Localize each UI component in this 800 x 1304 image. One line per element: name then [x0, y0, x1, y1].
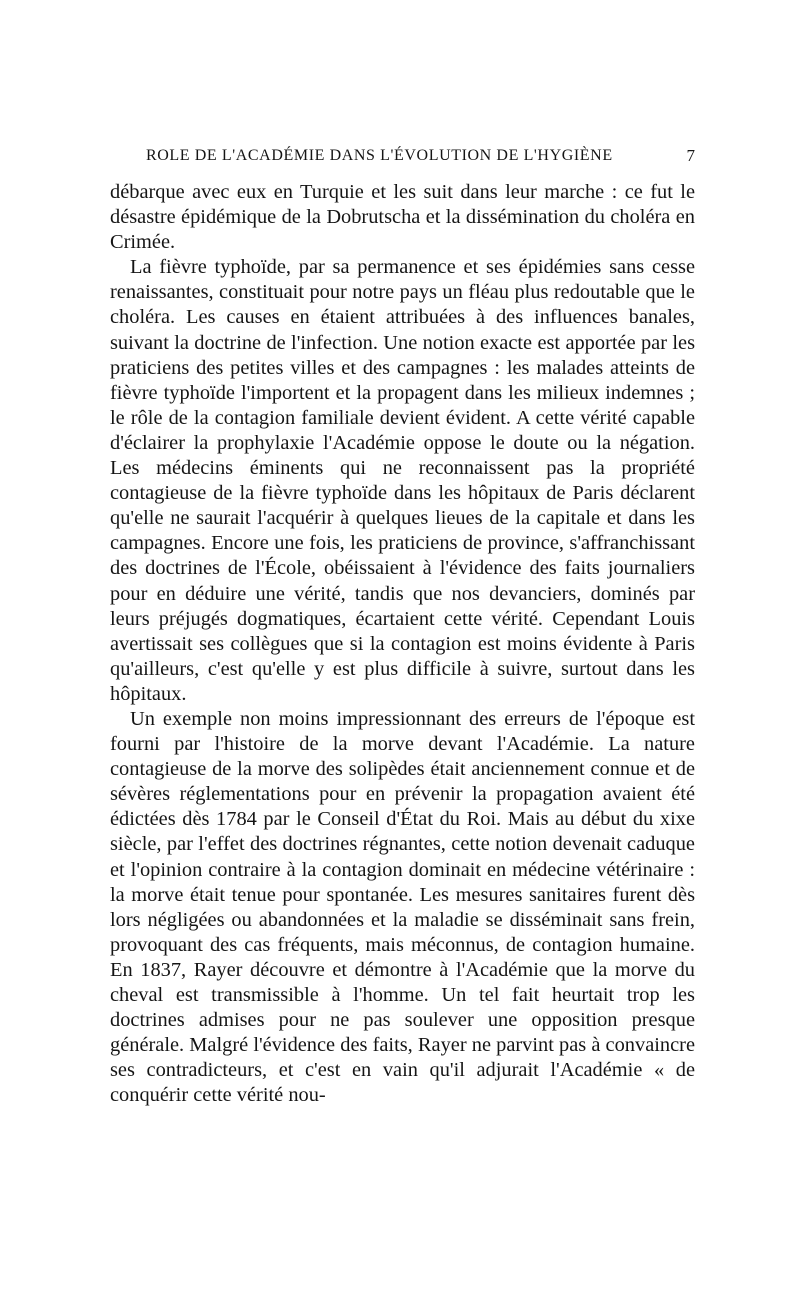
running-head: [110, 143, 695, 169]
page-number: 7: [686, 146, 695, 165]
paragraph-continuation: débarque avec eux en Turquie et les suit dans leur marche : ce fut le désastre épidémique de la Dobrutscha et la dissémination du choléra en Crimée.: [110, 181, 695, 254]
body-text: [110, 180, 695, 1108]
paragraph-glanders: Un exemple non moins impressionnant des erreurs de l'époque est fourni par l'histoire de la morve devant l'Académie. La nature contagieuse de la morve des solipèdes était anciennement connue et de sévères réglementations pour en prévenir la propagation avaient été édictées dès 1784 par le Conseil d'État du Roi. Mais au début du xixe siècle, par l'effet des doctrines régnantes, cette notion devenait caduque et l'opinion contraire à la contagion dominait en médecine vétérinaire : la morve était tenue pour spontanée. Les mesures sanitaires furent dès lors négligées ou abandonnées et la maladie se disséminait sans frein, provoquant des cas fréquents, mais méconnus, de contagion humaine. En 1837, Rayer découvre et démontre à l'Académie que la morve du cheval est transmissible à l'homme. Un tel fait heurtait trop les doctrines admises pour ne pas soulever une opposition presque générale. Malgré l'évidence des faits, Rayer ne parvint pas à convaincre ses contradicteurs, et c'est en vain qu'il adjurait l'Académie « de conquérir cette vérité nou-: [110, 707, 695, 1107]
running-title: ROLE DE L'ACADÉMIE DANS L'ÉVOLUTION DE L'HYGIÈNE: [146, 147, 613, 164]
paragraph-typhoid-fever: La fièvre typhoïde, par sa permanence et ses épidémies sans cesse renaissantes, constituait pour notre pays un fléau plus redoutable que le choléra. Les causes en étaient attribuées à des influences banales, suivant la doctrine de l'infection. Une notion exacte est apportée par les praticiens des petites villes et des campagnes : les malades atteints de fièvre typhoïde l'importent et la propagent dans les milieux indemnes ; le rôle de la contagion familiale devient évident. A cette vérité capable d'éclairer la prophylaxie l'Académie oppose le doute ou la négation. Les médecins éminents qui ne reconnaissent pas la propriété contagieuse de la fièvre typhoïde dans les hôpitaux de Paris déclarent qu'elle ne saurait l'acquérir à quelques lieues de la capitale et dans les campagnes. Encore une fois, les praticiens de province, s'affranchissant des doctrines de l'École, obéissaient à l'évidence des faits journaliers pour en déduire une vérité, tandis que nos devanciers, dominés par leurs préjugés dogmatiques, écartaient cette vérité. Cependant Louis avertissait ses collègues que si la contagion est moins évidente à Paris qu'ailleurs, c'est qu'elle y est plus difficile à suivre, surtout dans les hôpitaux.: [110, 256, 695, 705]
